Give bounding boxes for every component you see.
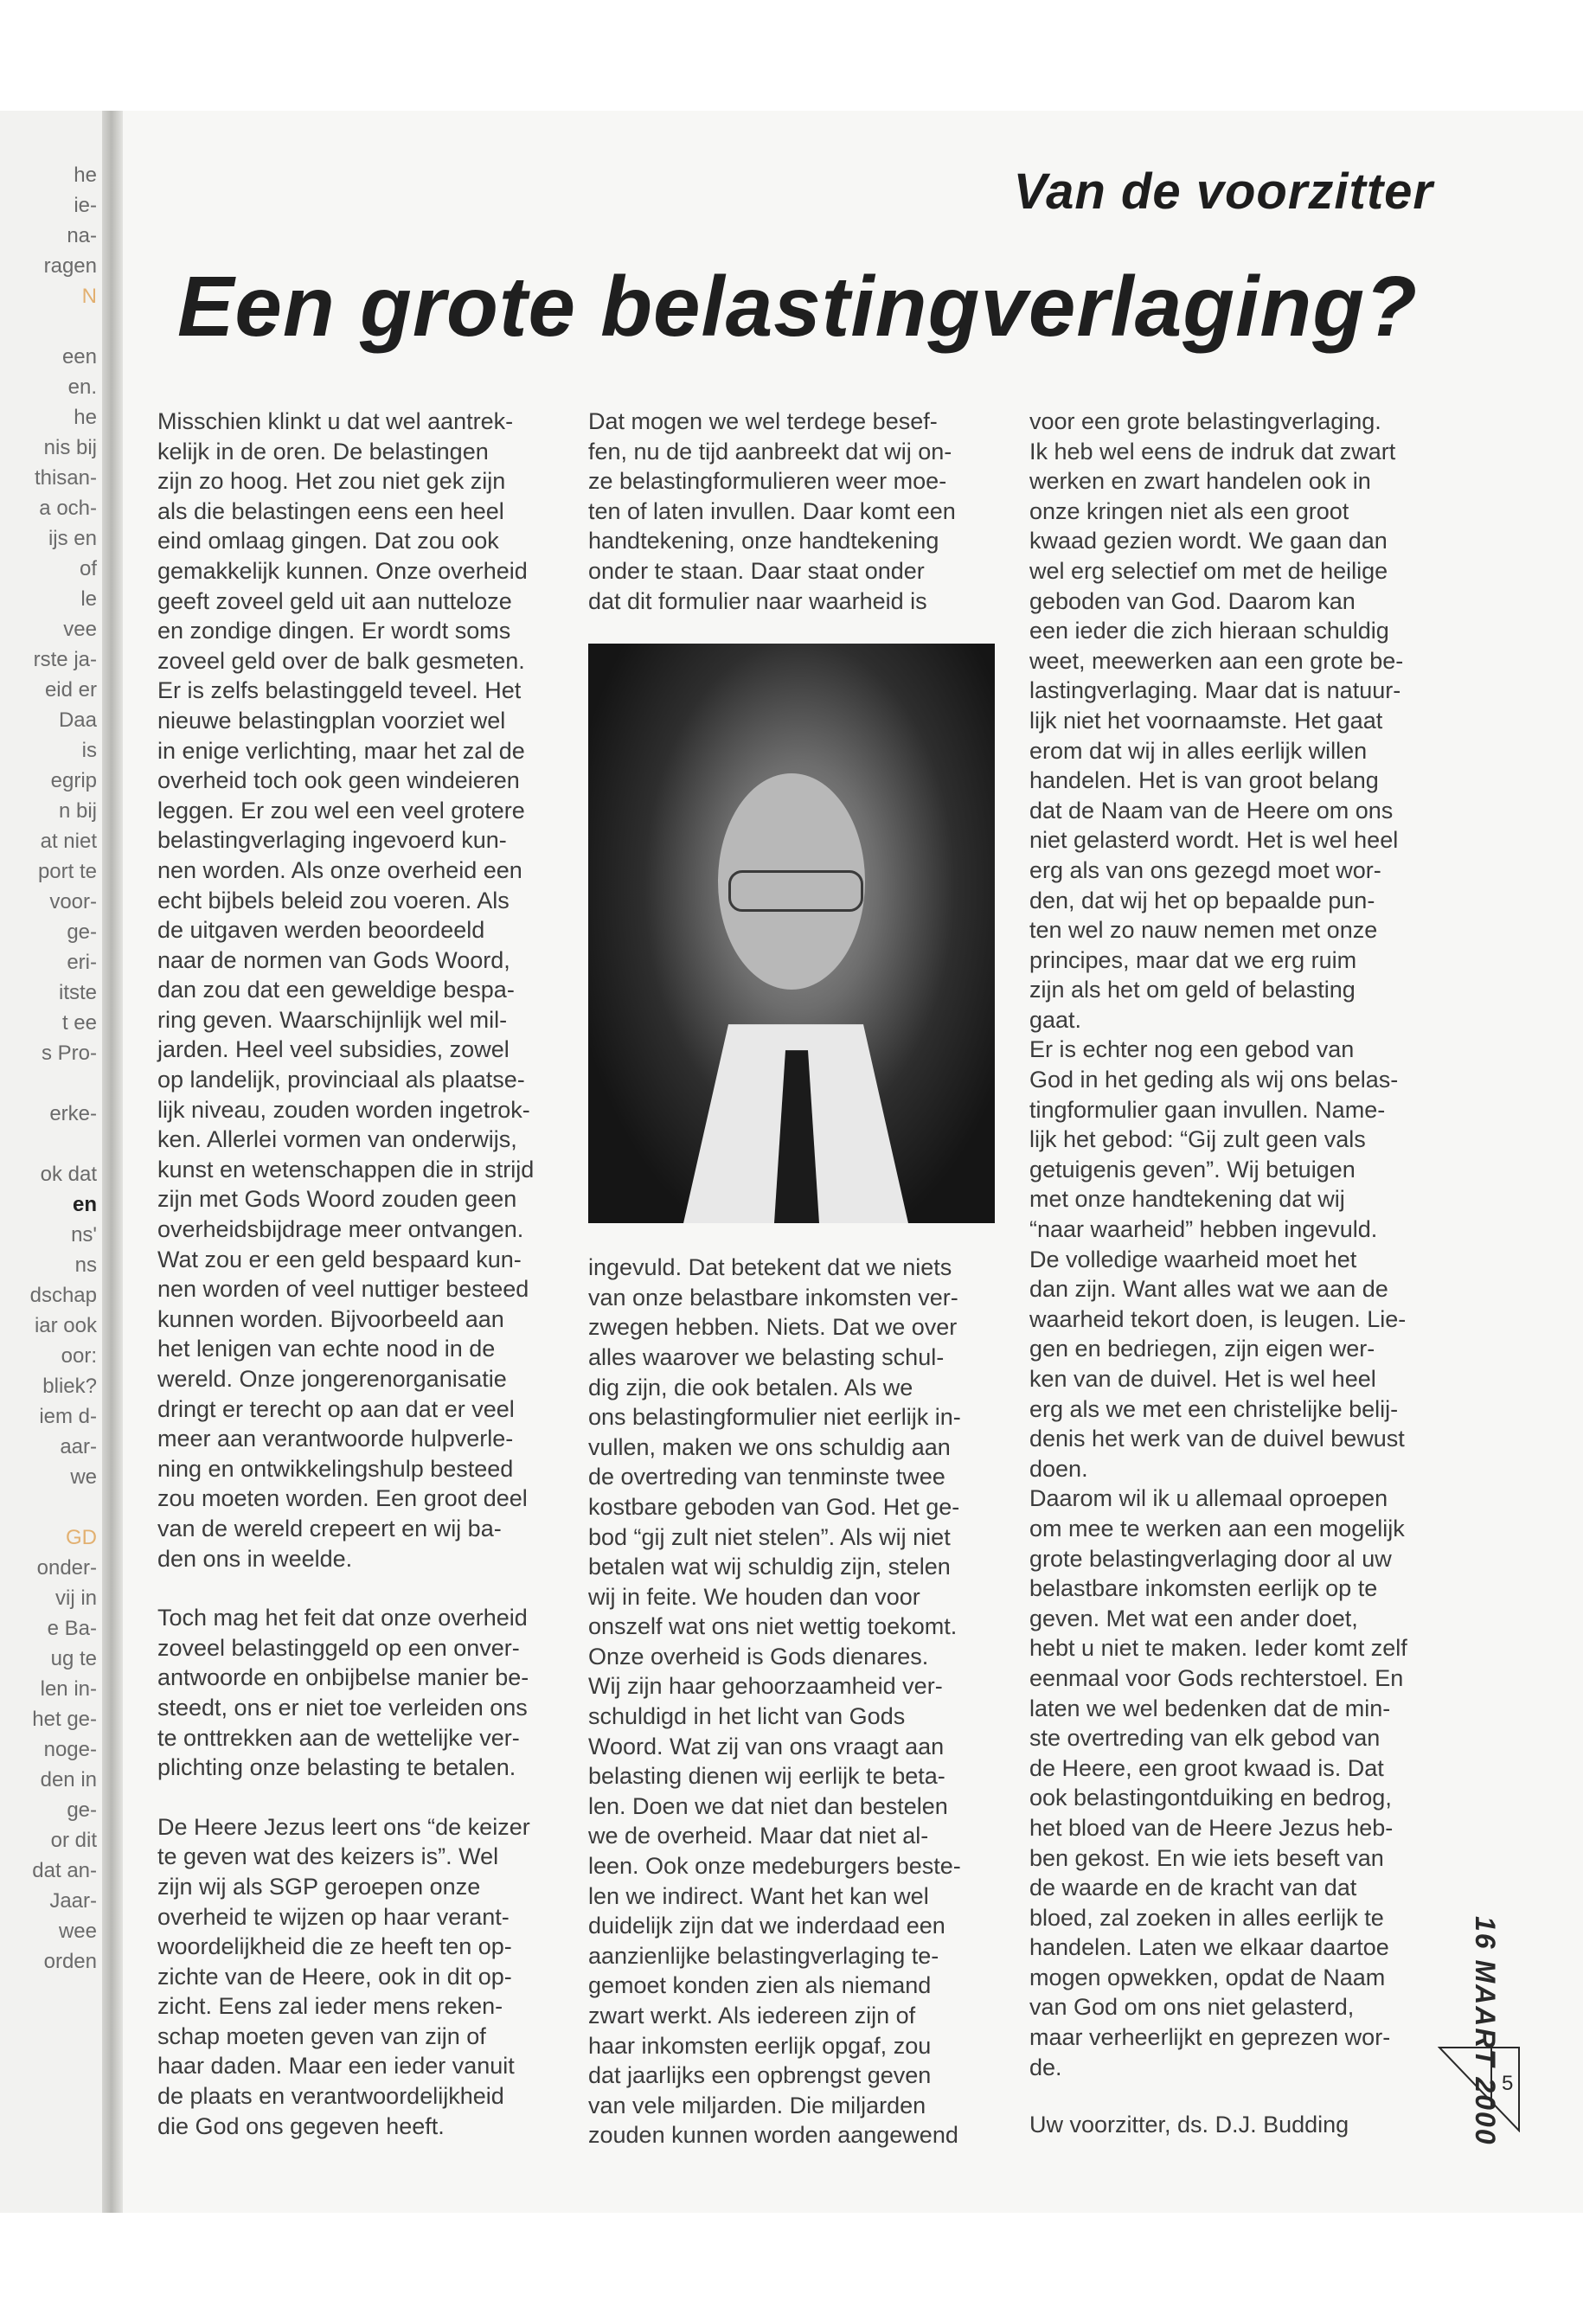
text-line: Wat zou er een geld bespaard kun- — [157, 1246, 522, 1272]
fragment-line: itste — [58, 981, 97, 1004]
fragment-line: t ee — [61, 1011, 97, 1035]
fragment-line: he — [74, 406, 97, 429]
text-line: Er is echter nog een gebod van — [1029, 1036, 1355, 1063]
text-line: De volledige waarheid moet het — [1029, 1246, 1357, 1272]
text-line: belasting dienen wij eerlijk te beta- — [588, 1763, 945, 1790]
text-line: de Heere, een groot kwaad is. Dat — [1029, 1754, 1384, 1781]
text-line: dan zijn. Want alles wat we aan de — [1029, 1276, 1388, 1303]
fragment-line: bliek? — [42, 1375, 97, 1398]
text-line: gen en bedriegen, zijn eigen wer- — [1029, 1336, 1375, 1362]
text-line: handelen. Het is van groot belang — [1029, 767, 1379, 794]
fragment-line: egrip — [50, 769, 97, 792]
text-line: onszelf wat ons niet wettig toekomt. — [588, 1613, 958, 1640]
fragment-line: n bij — [58, 799, 97, 823]
text-line: len we indirect. Want het kan wel — [588, 1882, 929, 1909]
text-line: ning en ontwikkelingshulp besteed — [157, 1455, 514, 1482]
fragment-line — [5, 1068, 97, 1099]
text-line: onder te staan. Daar staat onder — [588, 557, 925, 584]
text-line: Wij zijn haar gehoorzaamheid ver- — [588, 1673, 943, 1700]
fragment-line: dschap — [29, 1284, 97, 1307]
fragment-line: vee — [63, 618, 97, 641]
fragment-line: port te — [37, 860, 97, 883]
paragraph — [157, 1812, 564, 2142]
text-line: zichte van de Heere, ook in dit op- — [157, 1963, 512, 1990]
fragment-line: onder- — [36, 1556, 97, 1580]
text-line: leggen. Er zou wel een veel grotere — [157, 797, 525, 824]
text-line: te geven wat des keizers is”. Wel — [157, 1843, 499, 1870]
text-line: Er is zelfs belastinggeld teveel. Het — [157, 677, 522, 704]
text-line: leen. Ook onze medeburgers beste- — [588, 1853, 961, 1880]
fragment-line — [5, 311, 97, 342]
text-line: “naar waarheid” hebben ingevuld. — [1029, 1216, 1378, 1243]
fragment-line: or dit — [50, 1829, 97, 1852]
text-line: zijn als het om geld of belasting — [1029, 977, 1356, 1003]
fragment-line: rste ja- — [33, 648, 97, 671]
text-line: laten we wel bedenken dat de min- — [1029, 1695, 1391, 1721]
fragment-line: na- — [67, 224, 97, 247]
text-line: erg als we met een christelijke belij- — [1029, 1395, 1399, 1422]
text-line: dat jaarlijks een opbrengst geven — [588, 2062, 932, 2089]
text-line: de overtreding van tenminste twee — [588, 1464, 945, 1490]
text-line: ons belastingformulier niet eerlijk in- — [588, 1404, 961, 1431]
text-line: Toch mag het feit dat onze overheid — [157, 1605, 528, 1631]
text-line: gaat. — [1029, 1006, 1082, 1033]
text-line: getuigenis geven”. Wij betuigen — [1029, 1156, 1356, 1183]
text-line: handtekening, onze handtekening — [588, 528, 939, 554]
text-line: schap moeten geven van zijn of — [157, 2022, 486, 2049]
fragment-line: iem d- — [39, 1405, 97, 1428]
text-line: vullen, maken we ons schuldig aan — [588, 1433, 951, 1460]
fragment-line: en — [72, 1193, 97, 1216]
text-line: gemakkelijk kunnen. Onze overheid — [157, 557, 528, 584]
text-line: de waarde en de kracht van dat — [1029, 1875, 1357, 1901]
fragment-line: a och- — [39, 497, 97, 520]
text-line: ten of laten invullen. Daar komt een — [588, 497, 956, 524]
text-line: zou moeten worden. Een groot deel — [157, 1485, 528, 1512]
text-line: echt bijbels beleid zou voeren. Als — [157, 887, 510, 913]
text-line: den ons in weelde. — [157, 1545, 353, 1572]
fragment-line: den in — [40, 1768, 97, 1791]
fragment-line: ragen — [43, 254, 97, 278]
issue-date: 16 MAART 2000 — [1470, 1916, 1501, 2146]
paragraph — [588, 407, 995, 616]
text-line: erg als van ons gezegd moet wor- — [1029, 856, 1381, 883]
text-line: voor een grote belastingverlaging. — [1029, 408, 1381, 434]
text-line: principes, maar dat we erg ruim — [1029, 946, 1357, 973]
fragment-line: een — [61, 345, 97, 369]
text-line: van de wereld crepeert en wij ba- — [157, 1515, 502, 1541]
text-line: len. Doen we dat niet dan bestelen — [588, 1792, 948, 1819]
text-line: geeft zoveel geld uit aan nutteloze — [157, 587, 512, 614]
section-kicker: Van de voorzitter — [1013, 163, 1433, 220]
text-line: Dat mogen we wel terdege besef- — [588, 408, 938, 434]
fragment-line: aar- — [60, 1435, 97, 1458]
text-line: een ieder die zich hieraan schuldig — [1029, 618, 1389, 644]
text-line: we de overheid. Maar dat niet al- — [588, 1823, 929, 1849]
text-line: ken. Allerlei vormen van onderwijs, — [157, 1126, 517, 1153]
fragment-line: iar ook — [34, 1314, 97, 1337]
text-line: nieuwe belastingplan voorziet wel — [157, 707, 506, 734]
text-line: weet, meewerken aan een grote be- — [1029, 647, 1404, 674]
text-line: dat dit formulier naar waarheid is — [588, 587, 927, 614]
text-line: die God ons gegeven heeft. — [157, 2112, 445, 2139]
signature: Uw voorzitter, ds. D.J. Budding — [1029, 2112, 1349, 2138]
text-line: werken en zwart handelen ook in — [1029, 468, 1371, 495]
text-line: wij in feite. We houden dan voor — [588, 1583, 920, 1610]
text-line: bod “gij zult niet stelen”. Als wij niet — [588, 1523, 951, 1550]
text-line: dat de Naam van de Heere om ons — [1029, 797, 1394, 824]
text-line: belastingverlaging ingevoerd kun- — [157, 827, 507, 854]
text-line: de. — [1029, 2054, 1062, 2080]
text-line: zicht. Eens zal ieder mens reken- — [157, 1993, 503, 2020]
page-number: 5 — [1502, 2072, 1514, 2095]
fragment-line: vij in — [54, 1586, 97, 1610]
page-gutter — [102, 111, 123, 2213]
fragment-line: oor: — [61, 1344, 97, 1368]
text-line: overheidsbijdrage meer ontvangen. — [157, 1216, 524, 1243]
text-line: van vele miljarden. Die miljarden — [588, 2092, 926, 2118]
portrait-glasses — [728, 870, 863, 912]
text-line: van God om ons niet gelasterd, — [1029, 1994, 1355, 2021]
text-line: als die belastingen eens een heel — [157, 497, 504, 524]
text-line: niet gelasterd wordt. Het is wel heel — [1029, 827, 1399, 854]
fragment-line: ge- — [67, 920, 97, 944]
text-line: haar daden. Maar een ieder vanuit — [157, 2053, 515, 2080]
text-line: ken van de duivel. Het is wel heel — [1029, 1366, 1376, 1392]
column-3 — [1029, 407, 1436, 2140]
text-line: den, dat wij het op bepaalde pun- — [1029, 887, 1375, 913]
text-line: om mee te werken aan een mogelijk — [1029, 1515, 1405, 1541]
text-line: fen, nu de tijd aanbreekt dat wij on- — [588, 438, 952, 465]
text-line: naar de normen van Gods Woord, — [157, 946, 510, 973]
text-line: te onttrekken aan de wettelijke ver- — [157, 1724, 520, 1751]
fragment-line: nis bij — [43, 436, 97, 459]
fragment-line: e Ba- — [47, 1617, 97, 1640]
text-line: het bloed van de Heere Jezus heb- — [1029, 1814, 1394, 1841]
article-headline: Een grote belastingverlaging? — [177, 259, 1418, 354]
text-line: ingevuld. Dat betekent dat we niets — [588, 1254, 952, 1281]
text-line: Onze overheid is Gods dienares. — [588, 1643, 929, 1670]
text-line: ten wel zo nauw nemen met onze — [1029, 917, 1378, 944]
fragment-line: ns — [74, 1253, 97, 1277]
fragment-line: thisan- — [34, 466, 97, 490]
fragment-line: Jaar- — [49, 1889, 97, 1913]
text-line: wereld. Onze jongerenorganisatie — [157, 1366, 507, 1392]
text-line: zijn met Gods Woord zouden geen — [157, 1186, 517, 1213]
text-line: zijn wij als SGP geroepen onze — [157, 1873, 481, 1900]
text-line: betalen wat wij schuldig zijn, stelen — [588, 1554, 951, 1580]
text-line: God in het geding als wij ons belas- — [1029, 1067, 1399, 1093]
text-line: Daarom wil ik u allemaal oproepen — [1029, 1485, 1388, 1512]
fragment-line: ijs en — [48, 527, 97, 550]
text-line: zoveel belastinggeld op een onver- — [157, 1634, 520, 1661]
column-1 — [157, 407, 564, 2141]
fragment-line: GD — [66, 1526, 97, 1549]
text-line: aanzienlijke belastingverlaging te- — [588, 1942, 939, 1969]
text-line: hebt u niet te maken. Ieder komt zelf — [1029, 1635, 1407, 1662]
fragment-line: we — [70, 1465, 97, 1489]
text-line: belastbare inkomsten eerlijk op te — [1029, 1575, 1378, 1602]
text-line: ste overtreding van elk gebod van — [1029, 1725, 1381, 1752]
text-line: Woord. Wat zij van ons vraagt aan — [588, 1733, 945, 1759]
text-line: erom dat wij in alles eerlijk willen — [1029, 737, 1368, 764]
paragraph — [157, 1603, 564, 1783]
text-line: kunst en wetenschappen die in strijd — [157, 1156, 535, 1183]
fragment-line: le — [80, 587, 97, 611]
text-line: dig zijn, die ook betalen. Als we — [588, 1374, 913, 1400]
text-line: steedt, ons er niet toe verleiden ons — [157, 1694, 528, 1721]
text-line: zoveel geld over de balk gesmeten. — [157, 647, 525, 674]
fragment-line: dat an- — [32, 1859, 97, 1882]
text-line: en zondige dingen. Er wordt soms — [157, 618, 511, 644]
text-line: op landelijk, provinciaal als plaatse- — [157, 1067, 525, 1093]
text-line: ben gekost. En wie iets beseft van — [1029, 1844, 1384, 1871]
text-line: Ik heb wel eens de indruk dat zwart — [1029, 438, 1396, 465]
paragraph — [1029, 407, 1436, 2082]
text-line: dan zou dat een geweldige bespa- — [157, 977, 515, 1003]
fragment-line: of — [79, 557, 97, 580]
text-line: wel erg selectief om met de heilige — [1029, 557, 1388, 584]
fragment-line: eri- — [67, 951, 97, 974]
fragment-line: ie- — [74, 194, 97, 217]
text-line: mogen opwekken, opdat de Naam — [1029, 1964, 1386, 1990]
text-line: plichting onze belasting te betalen. — [157, 1754, 516, 1781]
fragment-line: orden — [43, 1950, 97, 1973]
left-page-fragments — [5, 160, 97, 1977]
text-line: zwegen hebben. Niets. Dat we over — [588, 1314, 958, 1341]
text-line: bloed, zal zoeken in alles eerlijk te — [1029, 1904, 1384, 1931]
text-line: lijk niveau, zouden worden ingetrok- — [157, 1096, 530, 1123]
text-line: kunnen worden. Bijvoorbeeld aan — [157, 1305, 504, 1332]
text-line: schuldigd in het licht van Gods — [588, 1703, 906, 1730]
text-line: lijk niet het voornaamste. Het gaat — [1029, 707, 1383, 734]
text-line: kelijk in de oren. De belastingen — [157, 438, 489, 465]
text-line: tingformulier gaan invullen. Name- — [1029, 1096, 1386, 1123]
text-line: meer aan verantwoorde hulpverle- — [157, 1426, 514, 1452]
text-line: dringt er terecht op aan dat er veel — [157, 1395, 515, 1422]
text-line: met onze handtekening dat wij — [1029, 1186, 1345, 1213]
text-line: overheid toch ook geen windeieren — [157, 767, 520, 794]
fragment-line: ok dat — [40, 1163, 97, 1186]
fragment-line: het ge- — [32, 1708, 97, 1731]
fragment-line: Daa — [58, 708, 97, 732]
fragment-line: ns' — [71, 1223, 97, 1247]
portrait-photo — [588, 644, 995, 1223]
fragment-line: ge- — [67, 1798, 97, 1822]
fragment-line: noge- — [43, 1738, 97, 1761]
text-line: ze belastingformulieren weer moe- — [588, 468, 947, 495]
text-line: zijn zo hoog. Het zou niet gek zijn — [157, 468, 506, 495]
text-line: zwart werkt. Als iedereen zijn of — [588, 2003, 916, 2029]
fragment-line: eid er — [44, 678, 97, 702]
paragraph — [588, 1253, 995, 2150]
text-line: grote belastingverlaging door al uw — [1029, 1545, 1392, 1572]
text-line: duidelijk zijn dat we inderdaad een — [588, 1913, 945, 1939]
fragment-line: he — [74, 163, 97, 187]
text-line: geboden van God. Daarom kan — [1029, 587, 1356, 614]
fragment-line: erke- — [49, 1102, 97, 1125]
text-line: waarheid tekort doen, is leugen. Lie- — [1029, 1305, 1407, 1332]
text-line: lastingverlaging. Maar dat is natuur- — [1029, 677, 1401, 704]
text-line: maar verheerlijkt en geprezen wor- — [1029, 2024, 1391, 2051]
fragment-line: voor- — [49, 890, 97, 913]
text-line: de plaats en verantwoordelijkheid — [157, 2083, 504, 2110]
text-line: De Heere Jezus leert ons “de keizer — [157, 1813, 530, 1840]
fragment-line: len in- — [40, 1677, 97, 1701]
fragment-line: N — [81, 285, 97, 308]
text-line: doen. — [1029, 1455, 1088, 1482]
text-line: nen worden. Als onze overheid een — [157, 856, 522, 883]
text-line: kwaad gezien wordt. We gaan dan — [1029, 528, 1388, 554]
text-line: de uitgaven werden beoordeeld — [157, 917, 485, 944]
fragment-line: en. — [67, 375, 97, 399]
fragment-line: at niet — [40, 830, 97, 853]
text-line: Misschien klinkt u dat wel aantrek- — [157, 408, 514, 434]
text-line: antwoorde en onbijbelse manier be- — [157, 1664, 529, 1691]
text-line: denis het werk van de duivel bewust — [1029, 1426, 1405, 1452]
fragment-line: ug te — [50, 1647, 97, 1670]
text-line: onze kringen niet als een groot — [1029, 497, 1349, 524]
text-line: gemoet konden zien als niemand — [588, 1972, 932, 1999]
text-line: het lenigen van echte nood in de — [157, 1336, 496, 1362]
text-line: handelen. Laten we elkaar daartoe — [1029, 1934, 1389, 1961]
text-line: kostbare geboden van God. Het ge- — [588, 1493, 960, 1520]
text-line: nen worden of veel nuttiger besteed — [157, 1276, 529, 1303]
text-line: jarden. Heel veel subsidies, zowel — [157, 1036, 510, 1063]
text-line: alles waarover we belasting schul- — [588, 1343, 945, 1370]
column-2 — [588, 407, 995, 2150]
text-line: overheid te wijzen op haar verant- — [157, 1903, 510, 1930]
text-line: lijk het gebod: “Gij zult geen vals — [1029, 1126, 1366, 1153]
paragraph — [157, 407, 564, 1574]
text-line: zouden kunnen worden aangewend — [588, 2122, 958, 2149]
text-line: eenmaal voor Gods rechterstoel. En — [1029, 1664, 1404, 1691]
text-line: ook belastingontduiking en bedrog, — [1029, 1785, 1392, 1811]
text-line: geven. Met wat een ander doet, — [1029, 1605, 1358, 1631]
text-line: haar inkomsten eerlijk opgaf, zou — [588, 2032, 932, 2059]
text-line: van onze belastbare inkomsten ver- — [588, 1284, 958, 1311]
text-line: eind omlaag gingen. Dat zou ook — [157, 528, 499, 554]
text-line: woordelijkheid die ze heeft ten op- — [157, 1933, 512, 1960]
text-line: ring geven. Waarschijnlijk wel mil- — [157, 1006, 508, 1033]
fragment-line — [5, 1129, 97, 1159]
text-line: in enige verlichting, maar het zal de — [157, 737, 525, 764]
fragment-line: is — [81, 739, 97, 762]
fragment-line: wee — [58, 1920, 97, 1943]
fragment-line: s Pro- — [41, 1042, 97, 1065]
fragment-line — [5, 1492, 97, 1522]
